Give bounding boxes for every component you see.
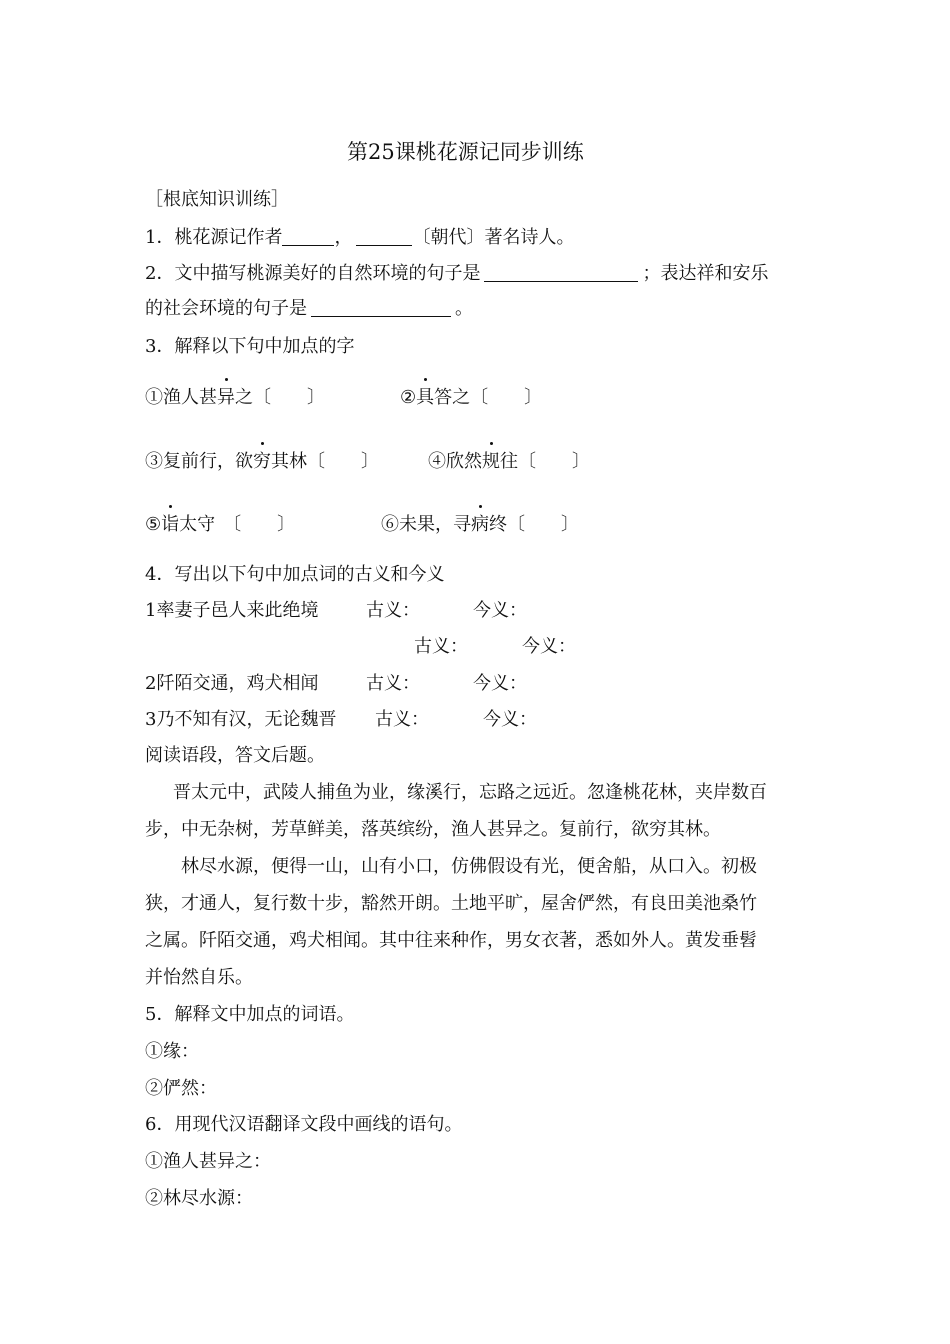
q4-row-1-sentence: 1率妻子邑人来此绝境 xyxy=(145,600,319,621)
answer-paren[interactable]: 〔 〕 xyxy=(470,387,543,408)
question-5-heading: 5．解释文中加点的词语。 xyxy=(145,1004,355,1025)
dotted-char: 穷 xyxy=(253,451,271,472)
answer-paren[interactable]: 〔 〕 xyxy=(253,387,325,408)
q3-item-6: ⑥未果，寻病终〔 〕 xyxy=(381,514,579,535)
dotted-char: 异 xyxy=(217,387,235,408)
question-6-heading: 6．用现代汉语翻译文段中画线的语句。 xyxy=(145,1114,463,1135)
q4-row-1-gu-label: 古义： xyxy=(366,600,420,621)
q3-item-3: ③复前行，欲穷其林〔 〕 xyxy=(145,451,379,472)
answer-paren[interactable]: 〔 〕 xyxy=(518,451,590,472)
q4-row-1-jin-label: 今义： xyxy=(473,600,527,621)
dotted-char: 规 xyxy=(482,451,500,472)
q6-item-2: ②林尽水源： xyxy=(145,1188,253,1209)
question-4-heading: 4．写出以下句中加点词的古义和今义 xyxy=(145,564,445,585)
dotted-char: 具 xyxy=(416,387,435,408)
q4-row-3-jin-label: 今义： xyxy=(483,709,537,730)
q1-text-c: 〔朝代〕著名诗人。 xyxy=(412,227,575,248)
q2-text-c: 的社会环境的句子是 xyxy=(145,298,307,319)
question-1 xyxy=(145,226,574,250)
q4-row-3-gu-label: 古义： xyxy=(375,709,429,730)
q4-row-2-gu-label: 古义： xyxy=(366,673,420,694)
q3-item-4: ④欣然规往〔 〕 xyxy=(428,451,590,472)
answer-paren[interactable]: 〔 〕 xyxy=(223,514,296,535)
question-3-heading: 3．解释以下句中加点的字 xyxy=(145,336,355,357)
q1-text-a: 1．桃花源记作者 xyxy=(145,227,283,248)
q1-dynasty-blank[interactable] xyxy=(356,227,412,246)
passage-line: 之属。阡陌交通，鸡犬相闻。其中往来种作，男女衣著，悉如外人。黄发垂髫 xyxy=(145,930,757,951)
page-title: 第25课桃花源记同步训练 xyxy=(347,140,584,164)
q5-item-1: ①缘： xyxy=(145,1041,199,1062)
q4-extra-jin-label: 今义： xyxy=(522,636,576,657)
dotted-char: 病 xyxy=(471,514,489,535)
dotted-char: 诣 xyxy=(161,514,180,535)
q3-item-1: ①渔人甚异之〔 〕 xyxy=(145,387,325,408)
passage-line: 并怡然自乐。 xyxy=(145,967,253,988)
q1-text-b: ， xyxy=(334,227,353,248)
q4-extra-gu-label: 古义： xyxy=(414,636,468,657)
q1-author-blank[interactable] xyxy=(282,227,334,246)
q2-society-blank[interactable] xyxy=(311,298,451,317)
question-2-line-1 xyxy=(145,262,768,286)
passage-line: 晋太元中，武陵人捕鱼为业，缘溪行，忘路之远近。忽逢桃花林，夹岸数百 xyxy=(173,782,767,803)
q2-text-d: 。 xyxy=(455,298,473,319)
reading-prompt: 阅读语段，答文后题。 xyxy=(145,745,325,766)
q3-item-2: ②具答之〔 〕 xyxy=(400,387,543,408)
q5-item-2: ②俨然： xyxy=(145,1078,217,1099)
passage-line: 步，中无杂树，芳草鲜美，落英缤纷，渔人甚异之。复前行，欲穷其林。 xyxy=(145,819,721,840)
section-heading: ［根底知识训练］ xyxy=(145,189,289,210)
q4-row-2-jin-label: 今义： xyxy=(473,673,527,694)
question-2-line-2 xyxy=(145,297,473,321)
q3-item-5: ⑤诣太守 〔 〕 xyxy=(145,514,296,535)
passage-line: 林尽水源，便得一山，山有小口，仿佛假设有光，便舍船，从口入。初极 xyxy=(181,856,757,877)
q2-text-a: 2．文中描写桃源美好的自然环境的句子是 xyxy=(145,263,481,284)
q2-nature-blank[interactable] xyxy=(484,263,638,282)
answer-paren[interactable]: 〔 〕 xyxy=(507,514,579,535)
q6-item-1: ①渔人甚异之： xyxy=(145,1151,271,1172)
q4-row-3-sentence: 3乃不知有汉，无论魏晋 xyxy=(145,709,337,730)
q4-row-2-sentence: 2阡陌交通，鸡犬相闻 xyxy=(145,673,319,694)
q2-text-b: ；表达祥和安乐 xyxy=(642,263,769,284)
answer-paren[interactable]: 〔 〕 xyxy=(307,451,379,472)
passage-line: 狭，才通人，复行数十步，豁然开朗。土地平旷，屋舍俨然，有良田美池桑竹 xyxy=(145,893,757,914)
